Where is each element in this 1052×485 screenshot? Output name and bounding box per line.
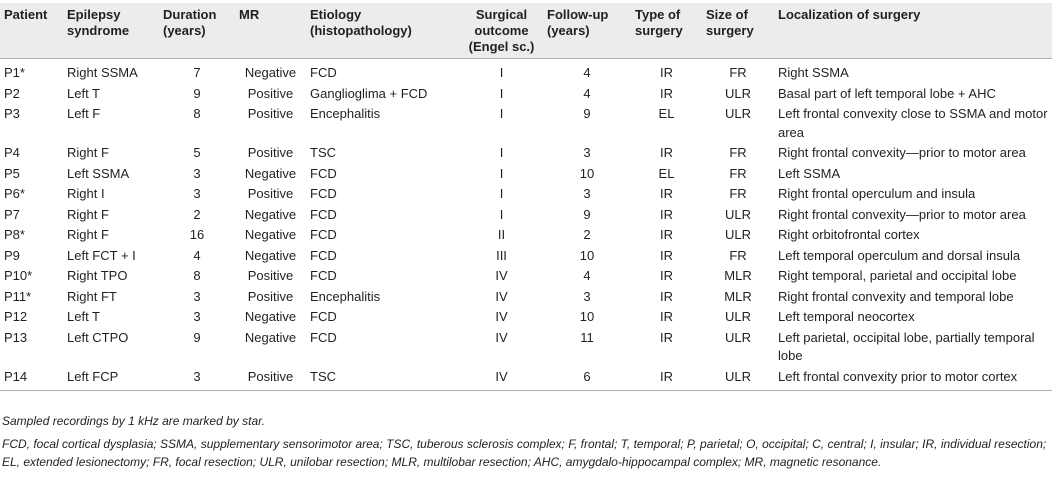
cell-patient: P10*	[4, 268, 33, 283]
cell-etiology: Encephalitis	[310, 106, 381, 121]
cell-etiology: TSC	[310, 368, 336, 384]
cell-follow-up: 4	[583, 268, 591, 283]
cell-type-of-surgery: IR	[660, 227, 673, 242]
cell-size-of-surgery: ULR	[724, 106, 751, 121]
cell-localization: Left temporal operculum and dorsal insula	[778, 247, 1021, 263]
cell-size-of-surgery: FR	[729, 186, 747, 201]
cell-mr: Positive	[247, 288, 294, 304]
cell-localization: Left parietal, occipital lobe, partially temporal lobe	[778, 329, 1035, 363]
cell-patient: P3	[4, 106, 20, 121]
cell-etiology: FCD	[310, 268, 337, 283]
cell-type-of-surgery: IR	[660, 288, 673, 304]
cell-duration: 7	[193, 65, 201, 80]
cell-etiology: FCD	[310, 186, 337, 201]
cell-epilepsy-syndrome: Left T	[67, 309, 101, 324]
cell-type-of-surgery: IR	[660, 65, 673, 80]
cell-type-of-surgery: IR	[660, 186, 673, 201]
cell-localization: Right orbitofrontal cortex	[778, 227, 920, 242]
cell-surgical-outcome: I	[499, 145, 504, 160]
cell-patient: P8*	[4, 227, 25, 242]
cell-etiology: FCD	[310, 247, 337, 263]
cell-surgical-outcome: I	[499, 85, 504, 101]
cell-follow-up: 10	[579, 165, 595, 181]
cell-mr: Negative	[244, 165, 297, 181]
cell-follow-up: 11	[580, 329, 594, 345]
cell-localization: Right SSMA	[778, 65, 849, 80]
cell-size-of-surgery: FR	[729, 247, 747, 263]
cell-epilepsy-syndrome: Right F	[67, 145, 109, 160]
table-row	[0, 266, 1052, 287]
cell-type-of-surgery: EL	[658, 106, 675, 121]
table-row	[0, 184, 1052, 205]
cell-etiology: FCD	[310, 165, 337, 181]
cell-patient: P5	[4, 165, 20, 181]
cell-mr: Negative	[244, 206, 297, 222]
cell-duration: 4	[193, 247, 201, 263]
cell-type-of-surgery: IR	[660, 268, 673, 283]
cell-localization: Right frontal convexity—prior to motor area	[778, 206, 1026, 222]
cell-surgical-outcome: I	[499, 206, 504, 222]
cell-epilepsy-syndrome: Left T	[67, 85, 101, 101]
cell-duration: 5	[193, 145, 201, 160]
column-header-type-of-surgery: Type of surgery	[635, 7, 683, 38]
cell-size-of-surgery: FR	[729, 165, 747, 181]
column-header-surgical-outcome: Surgical outcome (Engel sc.)	[468, 7, 535, 54]
cell-patient: P14	[4, 368, 28, 384]
cell-type-of-surgery: IR	[660, 309, 673, 324]
cell-surgical-outcome: I	[499, 106, 504, 121]
table-row	[0, 205, 1052, 226]
cell-type-of-surgery: IR	[660, 329, 673, 345]
cell-size-of-surgery: FR	[729, 65, 747, 80]
cell-epilepsy-syndrome: Right F	[67, 227, 109, 242]
cell-surgical-outcome: IV	[495, 268, 508, 283]
cell-etiology: FCD	[310, 309, 337, 324]
column-header-localization: Localization of surgery	[778, 7, 921, 22]
cell-patient: P12	[4, 309, 28, 324]
cell-mr: Positive	[247, 268, 294, 283]
cell-etiology: FCD	[310, 227, 337, 242]
cell-duration: 3	[193, 288, 201, 304]
cell-duration: 3	[193, 165, 201, 181]
cell-follow-up: 9	[583, 206, 591, 222]
cell-epilepsy-syndrome: Right F	[67, 206, 109, 222]
cell-etiology: Ganglioglima + FCD	[310, 85, 428, 101]
cell-type-of-surgery: IR	[660, 206, 673, 222]
abbreviations-note: FCD, focal cortical dysplasia; SSMA, supplementary sensorimotor area; TSC, tuberous sclerosis complex; F, frontal; T, temporal; P, parietal; O, occipital; C, central; I, insular; IR, individual resection; EL, extended lesionectomy; FR, focal resection; ULR, unilobar resection; MLR, multilobar resection; AHC, amygdalo-hippocampal complex; MR, magnetic resonance.	[2, 437, 1047, 469]
cell-size-of-surgery: FR	[729, 145, 747, 160]
table-row	[0, 104, 1052, 143]
cell-size-of-surgery: ULR	[724, 227, 751, 242]
cell-localization: Left frontal convexity close to SSMA and motor area	[778, 106, 1048, 140]
cell-mr: Positive	[247, 106, 294, 121]
table-row	[0, 84, 1052, 105]
patient-table	[0, 3, 1052, 391]
cell-mr: Positive	[247, 145, 294, 160]
cell-etiology: FCD	[310, 329, 337, 345]
cell-type-of-surgery: IR	[660, 145, 673, 160]
cell-patient: P4	[4, 145, 20, 160]
cell-localization: Left frontal convexity prior to motor cortex	[778, 368, 1018, 384]
cell-surgical-outcome: IV	[495, 368, 508, 384]
cell-localization: Right frontal convexity—prior to motor area	[778, 145, 1026, 160]
cell-surgical-outcome: II	[497, 227, 506, 242]
cell-epilepsy-syndrome: Left FCT + I	[67, 247, 136, 263]
cell-follow-up: 6	[583, 368, 591, 384]
cell-localization: Right temporal, parietal and occipital lobe	[778, 268, 1017, 283]
cell-duration: 8	[193, 268, 201, 283]
cell-epilepsy-syndrome: Left FCP	[67, 368, 119, 384]
column-header-duration: Duration (years)	[163, 7, 217, 38]
cell-patient: P13	[4, 329, 28, 345]
cell-type-of-surgery: IR	[660, 368, 673, 384]
cell-duration: 3	[193, 309, 201, 324]
cell-duration: 16	[189, 227, 205, 242]
cell-type-of-surgery: EL	[658, 165, 675, 181]
table-row	[0, 246, 1052, 267]
cell-localization: Left SSMA	[778, 165, 841, 181]
table-row	[0, 328, 1052, 367]
table-row	[0, 164, 1052, 185]
cell-mr: Negative	[244, 247, 297, 263]
cell-size-of-surgery: ULR	[724, 329, 751, 345]
table-row	[0, 225, 1052, 246]
cell-follow-up: 3	[583, 145, 591, 160]
table-row	[0, 143, 1052, 164]
cell-follow-up: 10	[579, 247, 595, 263]
cell-size-of-surgery: ULR	[724, 368, 751, 384]
table-row	[0, 307, 1052, 328]
cell-epilepsy-syndrome: Left CTPO	[67, 329, 129, 345]
cell-duration: 3	[193, 368, 201, 384]
cell-etiology: FCD	[310, 65, 337, 80]
cell-surgical-outcome: I	[499, 65, 504, 80]
table-row	[0, 59, 1052, 84]
cell-mr: Positive	[247, 85, 294, 101]
cell-epilepsy-syndrome: Left SSMA	[67, 165, 130, 181]
cell-follow-up: 4	[583, 65, 591, 80]
cell-surgical-outcome: III	[496, 247, 507, 263]
cell-etiology: TSC	[310, 145, 336, 160]
table-footnotes	[2, 412, 1047, 471]
cell-duration: 8	[193, 106, 201, 121]
cell-duration: 9	[193, 85, 201, 101]
cell-size-of-surgery: MLR	[724, 268, 752, 283]
cell-epilepsy-syndrome: Right FT	[67, 288, 117, 304]
cell-patient: P7	[4, 206, 20, 222]
cell-follow-up: 3	[583, 288, 591, 304]
cell-follow-up: 9	[583, 106, 591, 121]
cell-epilepsy-syndrome: Left F	[67, 106, 101, 121]
cell-mr: Positive	[247, 368, 294, 384]
cell-patient: P9	[4, 247, 20, 263]
table-body	[0, 59, 1052, 391]
cell-epilepsy-syndrome: Right SSMA	[67, 65, 138, 80]
cell-surgical-outcome: IV	[495, 288, 508, 304]
cell-localization: Basal part of left temporal lobe + AHC	[778, 85, 996, 101]
cell-epilepsy-syndrome: Right I	[67, 186, 105, 201]
cell-duration: 9	[193, 329, 201, 345]
cell-patient: P6*	[4, 186, 25, 201]
cell-follow-up: 2	[583, 227, 591, 242]
cell-surgical-outcome: I	[499, 186, 504, 201]
cell-patient: P2	[4, 85, 20, 101]
cell-mr: Positive	[247, 186, 294, 201]
cell-size-of-surgery: MLR	[724, 288, 752, 304]
cell-etiology: Encephalitis	[310, 288, 381, 304]
cell-patient: P11*	[4, 288, 32, 304]
cell-follow-up: 10	[579, 309, 595, 324]
cell-surgical-outcome: I	[499, 165, 504, 181]
cell-mr: Negative	[244, 65, 297, 80]
cell-localization: Right frontal convexity and temporal lobe	[778, 288, 1014, 304]
column-header-etiology: Etiology (histopathology)	[310, 7, 412, 38]
column-header-epilepsy-syndrome: Epilepsy syndrome	[67, 7, 130, 38]
column-header-size-of-surgery: Size of surgery	[706, 7, 754, 38]
table-row	[0, 367, 1052, 391]
cell-epilepsy-syndrome: Right TPO	[67, 268, 128, 283]
cell-follow-up: 3	[583, 186, 591, 201]
cell-mr: Negative	[244, 227, 297, 242]
cell-surgical-outcome: IV	[495, 309, 508, 324]
header-row	[0, 3, 1052, 59]
cell-surgical-outcome: IV	[495, 329, 508, 345]
cell-size-of-surgery: ULR	[724, 309, 751, 324]
cell-type-of-surgery: IR	[660, 85, 673, 101]
table-row	[0, 287, 1052, 308]
cell-mr: Negative	[244, 309, 297, 324]
cell-duration: 2	[193, 206, 201, 222]
column-header-mr: MR	[239, 7, 260, 22]
column-header-patient: Patient	[4, 7, 48, 22]
cell-duration: 3	[193, 186, 201, 201]
cell-localization: Left temporal neocortex	[778, 309, 915, 324]
cell-type-of-surgery: IR	[660, 247, 673, 263]
cell-patient: P1*	[4, 65, 25, 80]
cell-localization: Right frontal operculum and insula	[778, 186, 976, 201]
cell-size-of-surgery: ULR	[724, 85, 751, 101]
sampling-note: Sampled recordings by 1 kHz are marked by star.	[2, 414, 265, 428]
cell-size-of-surgery: ULR	[724, 206, 751, 222]
column-header-follow-up: Follow-up (years)	[547, 7, 609, 38]
cell-follow-up: 4	[583, 85, 591, 101]
cell-etiology: FCD	[310, 206, 337, 222]
cell-mr: Negative	[244, 329, 297, 345]
